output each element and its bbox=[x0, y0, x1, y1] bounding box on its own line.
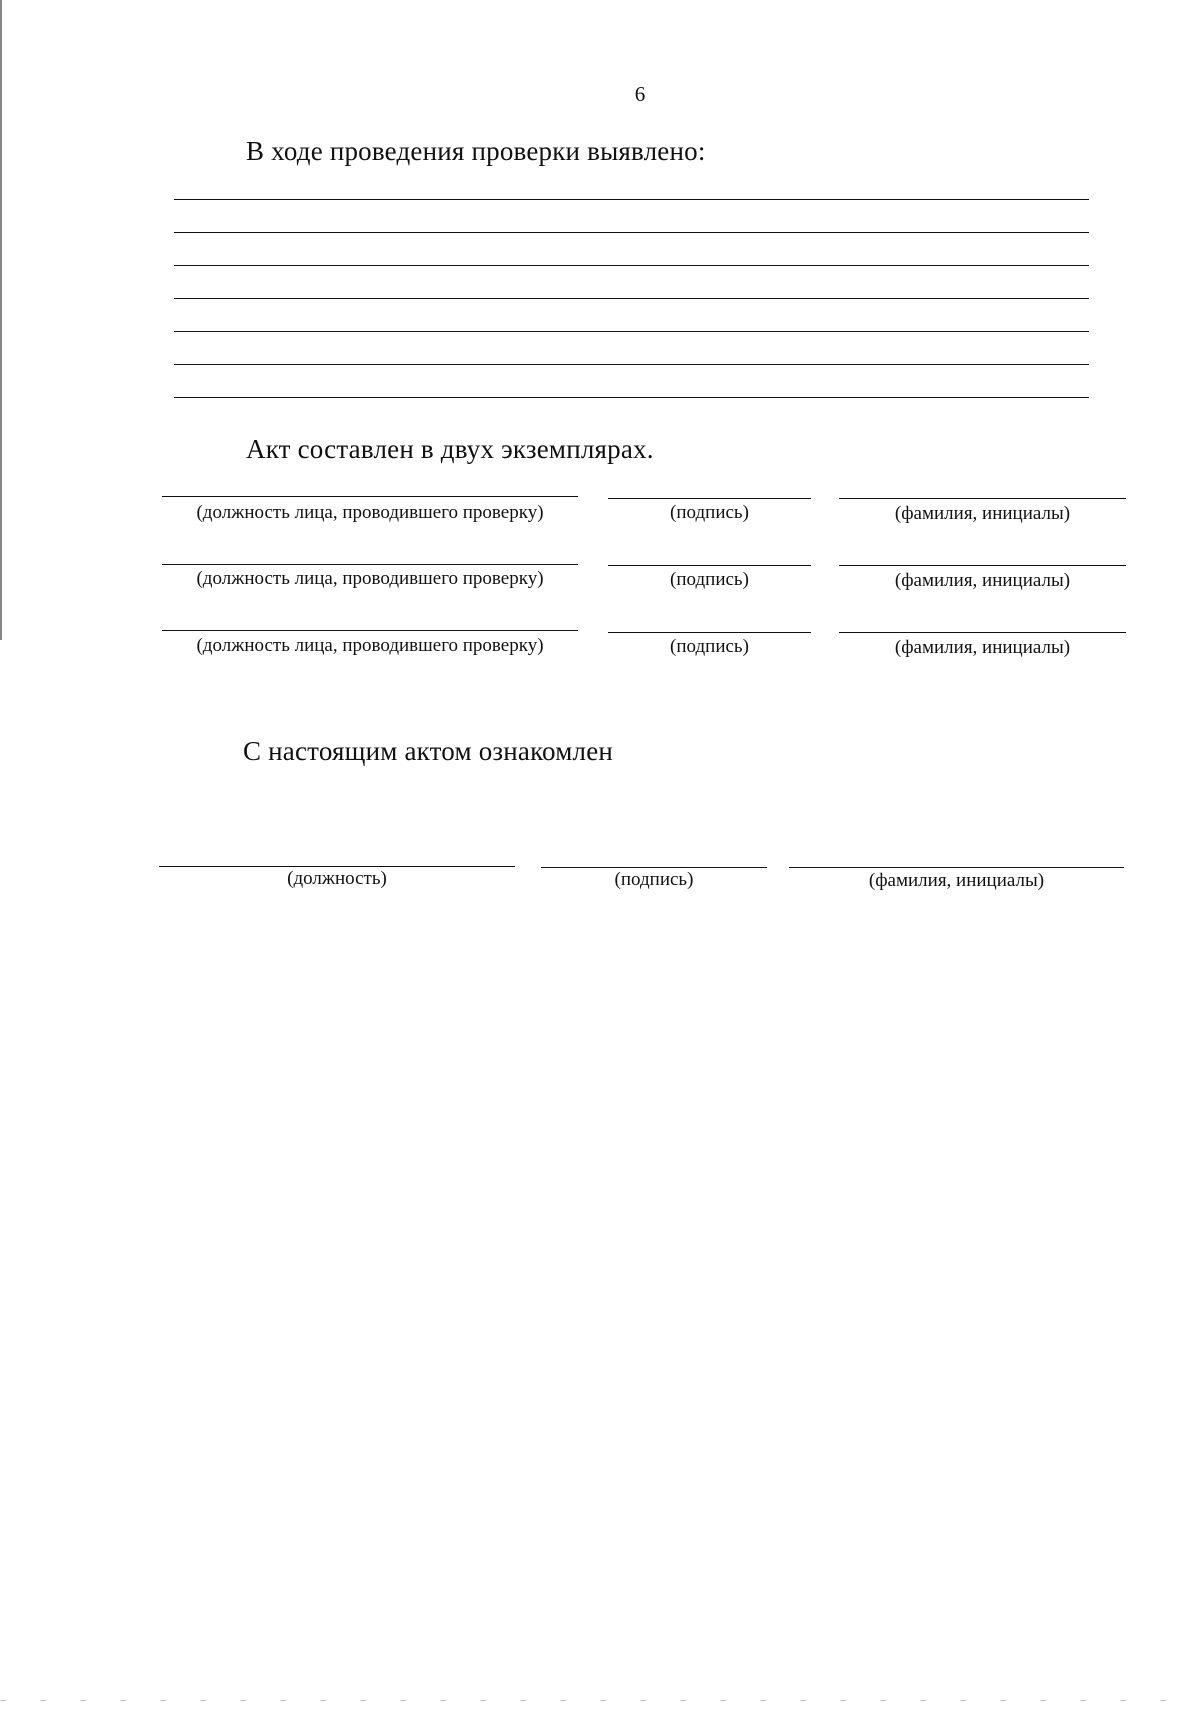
page-number: 6 bbox=[634, 82, 646, 106]
ack-name-line[interactable] bbox=[789, 867, 1124, 868]
scan-noise-bottom bbox=[0, 1700, 1200, 1701]
findings-blank-line[interactable] bbox=[174, 199, 1089, 200]
signature-caption: (подпись) bbox=[670, 636, 749, 657]
ack-signature-caption: (подпись) bbox=[614, 869, 694, 890]
name-line[interactable] bbox=[839, 498, 1126, 499]
ack-position-line[interactable] bbox=[159, 866, 515, 867]
signature-line[interactable] bbox=[608, 565, 811, 566]
signature-caption: (подпись) bbox=[670, 502, 749, 523]
findings-heading: В ходе проведения проверки выявлено: bbox=[246, 136, 706, 166]
ack-position-caption: (должность) bbox=[287, 868, 387, 889]
position-caption: (должность лица, проводившего проверку) bbox=[196, 635, 544, 656]
findings-blank-line[interactable] bbox=[174, 331, 1089, 332]
position-caption: (должность лица, проводившего проверку) bbox=[196, 568, 544, 589]
findings-blank-line[interactable] bbox=[174, 265, 1089, 266]
name-caption: (фамилия, инициалы) bbox=[894, 503, 1071, 524]
findings-blank-line[interactable] bbox=[174, 232, 1089, 233]
position-caption: (должность лица, проводившего проверку) bbox=[196, 502, 544, 523]
name-caption: (фамилия, инициалы) bbox=[894, 637, 1071, 658]
position-line[interactable] bbox=[162, 630, 578, 631]
act-copies-statement: Акт составлен в двух экземплярах. bbox=[246, 434, 654, 464]
acknowledgement-heading: С настоящим актом ознакомлен bbox=[243, 736, 614, 766]
name-caption: (фамилия, инициалы) bbox=[894, 570, 1071, 591]
ack-name-caption: (фамилия, инициалы) bbox=[868, 870, 1045, 891]
name-line[interactable] bbox=[839, 565, 1126, 566]
signature-line[interactable] bbox=[608, 632, 811, 633]
findings-blank-line[interactable] bbox=[174, 298, 1089, 299]
name-line[interactable] bbox=[839, 632, 1126, 633]
position-line[interactable] bbox=[162, 564, 578, 565]
ack-signature-line[interactable] bbox=[541, 867, 767, 868]
signature-caption: (подпись) bbox=[670, 569, 749, 590]
findings-blank-line[interactable] bbox=[174, 397, 1089, 398]
signature-line[interactable] bbox=[608, 498, 811, 499]
findings-blank-line[interactable] bbox=[174, 364, 1089, 365]
position-line[interactable] bbox=[162, 496, 578, 497]
